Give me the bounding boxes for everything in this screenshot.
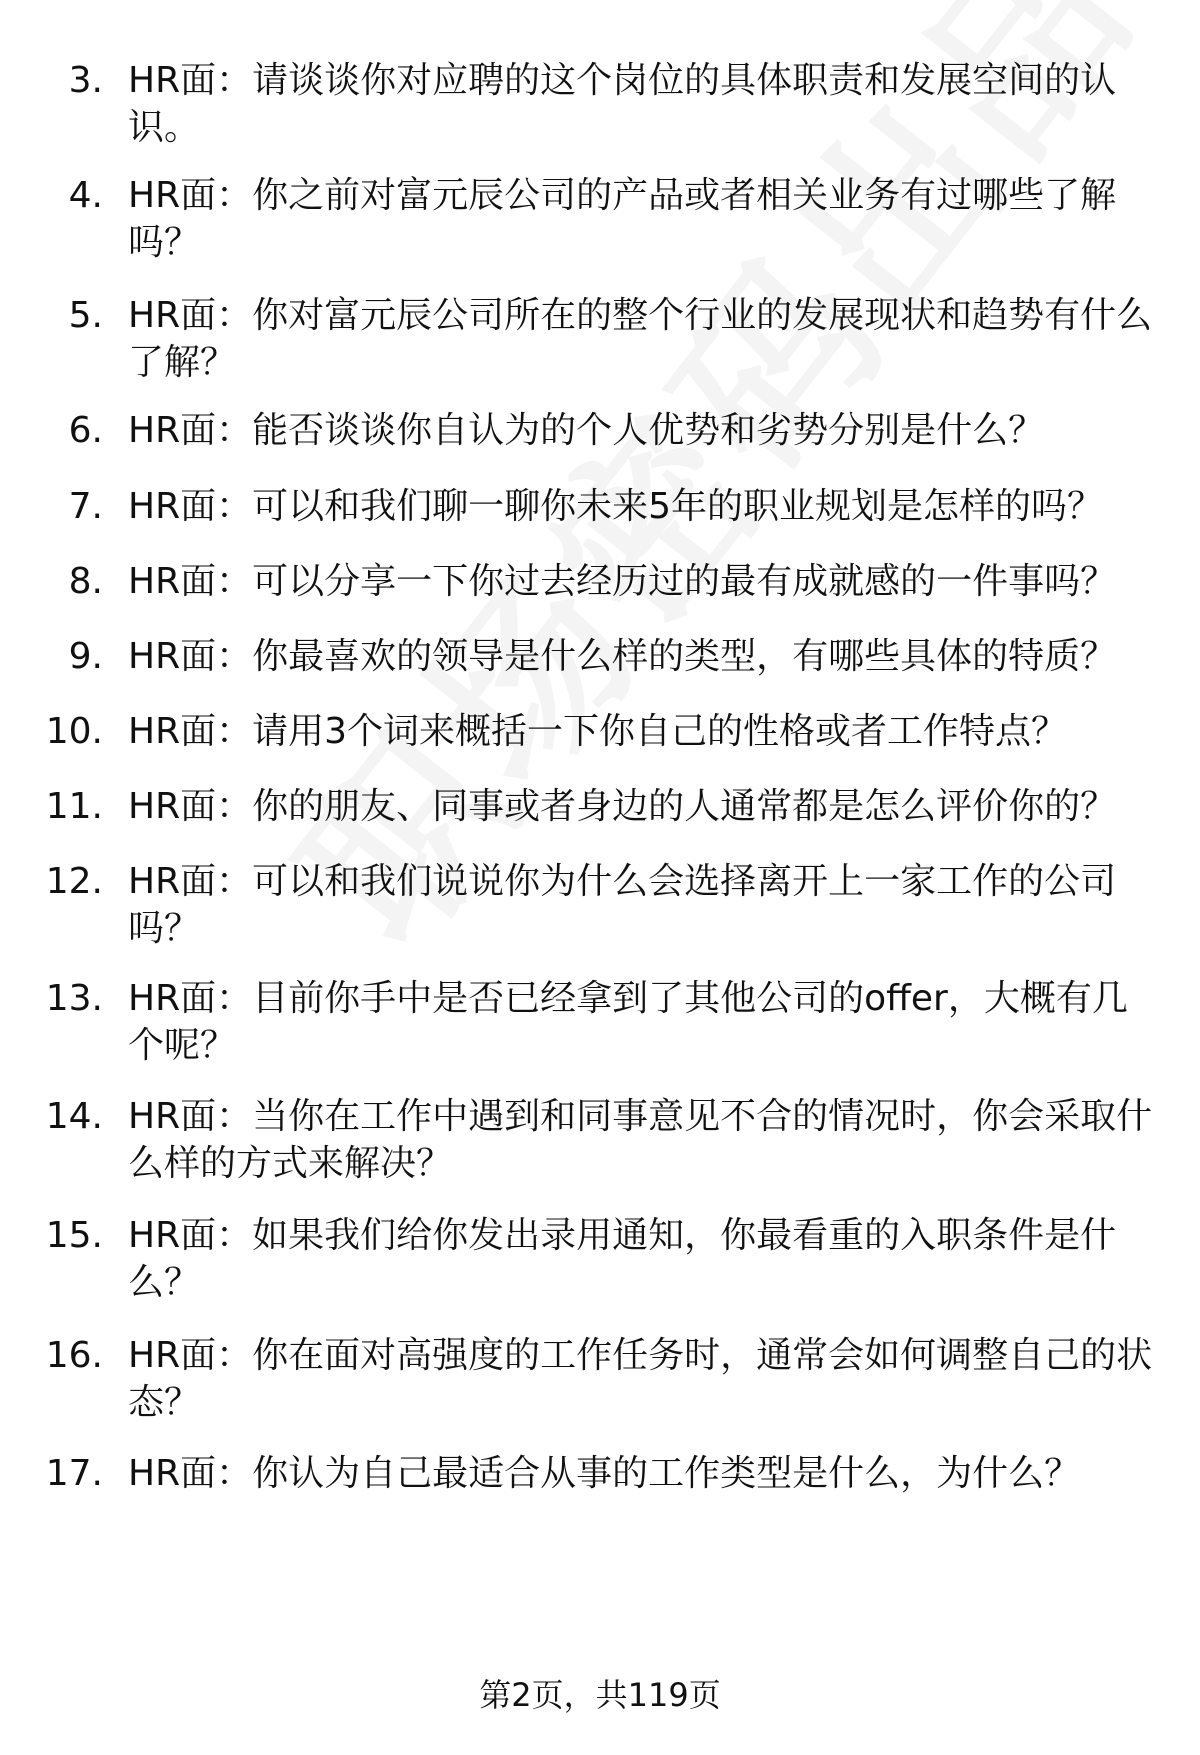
question-text: HR面：请谈谈你对应聘的这个岗位的具体职责和发展空间的认识。 (128, 60, 1117, 148)
question-text: HR面：你认为自己最适合从事的工作类型是什么，为什么？ (128, 1453, 1081, 1494)
item-number: 17. (45, 1453, 103, 1494)
item-number: 4. (68, 175, 103, 216)
question-text: HR面：可以和我们聊一聊你未来5年的职业规划是怎样的吗？ (128, 486, 1103, 527)
item-number: 11. (45, 786, 103, 827)
question-text: HR面：当你在工作中遇到和同事意见不合的情况时，你会采取什么样的方式来解决？ (128, 1096, 1153, 1184)
item-number: 3. (68, 60, 103, 101)
item-number: 16. (45, 1335, 103, 1376)
question-text: HR面：如果我们给你发出录用通知，你最看重的入职条件是什么？ (128, 1215, 1117, 1303)
question-text: HR面：可以分享一下你过去经历过的最有成就感的一件事吗？ (128, 561, 1117, 602)
item-number: 6. (68, 410, 103, 451)
question-text: HR面：能否谈谈你自认为的个人优势和劣势分别是什么？ (128, 410, 1045, 451)
question-text: HR面：你最喜欢的领导是什么样的类型，有哪些具体的特质？ (128, 636, 1117, 677)
question-text: HR面：你在面对高强度的工作任务时，通常会如何调整自己的状态？ (128, 1335, 1153, 1423)
item-number: 10. (45, 711, 103, 752)
item-number: 9. (68, 636, 103, 677)
question-text: HR面：可以和我们说说你为什么会选择离开上一家工作的公司吗？ (128, 861, 1117, 949)
item-number: 13. (45, 978, 103, 1019)
question-text: HR面：目前你手中是否已经拿到了其他公司的offer，大概有几个呢？ (128, 978, 1128, 1066)
item-number: 14. (45, 1096, 103, 1137)
item-number: 5. (68, 295, 103, 336)
page-number: 第2页，共119页 (479, 1676, 721, 1714)
question-text: HR面：请用3个词来概括一下你自己的性格或者工作特点？ (128, 711, 1067, 752)
item-number: 8. (68, 561, 103, 602)
question-text: HR面：你之前对富元辰公司的产品或者相关业务有过哪些了解吗？ (128, 175, 1117, 263)
question-text: HR面：你的朋友、同事或者身边的人通常都是怎么评价你的？ (128, 786, 1117, 827)
item-number: 7. (68, 486, 103, 527)
item-number: 15. (45, 1215, 103, 1256)
question-text: HR面：你对富元辰公司所在的整个行业的发展现状和趋势有什么了解？ (128, 295, 1153, 383)
item-number: 12. (45, 861, 103, 902)
